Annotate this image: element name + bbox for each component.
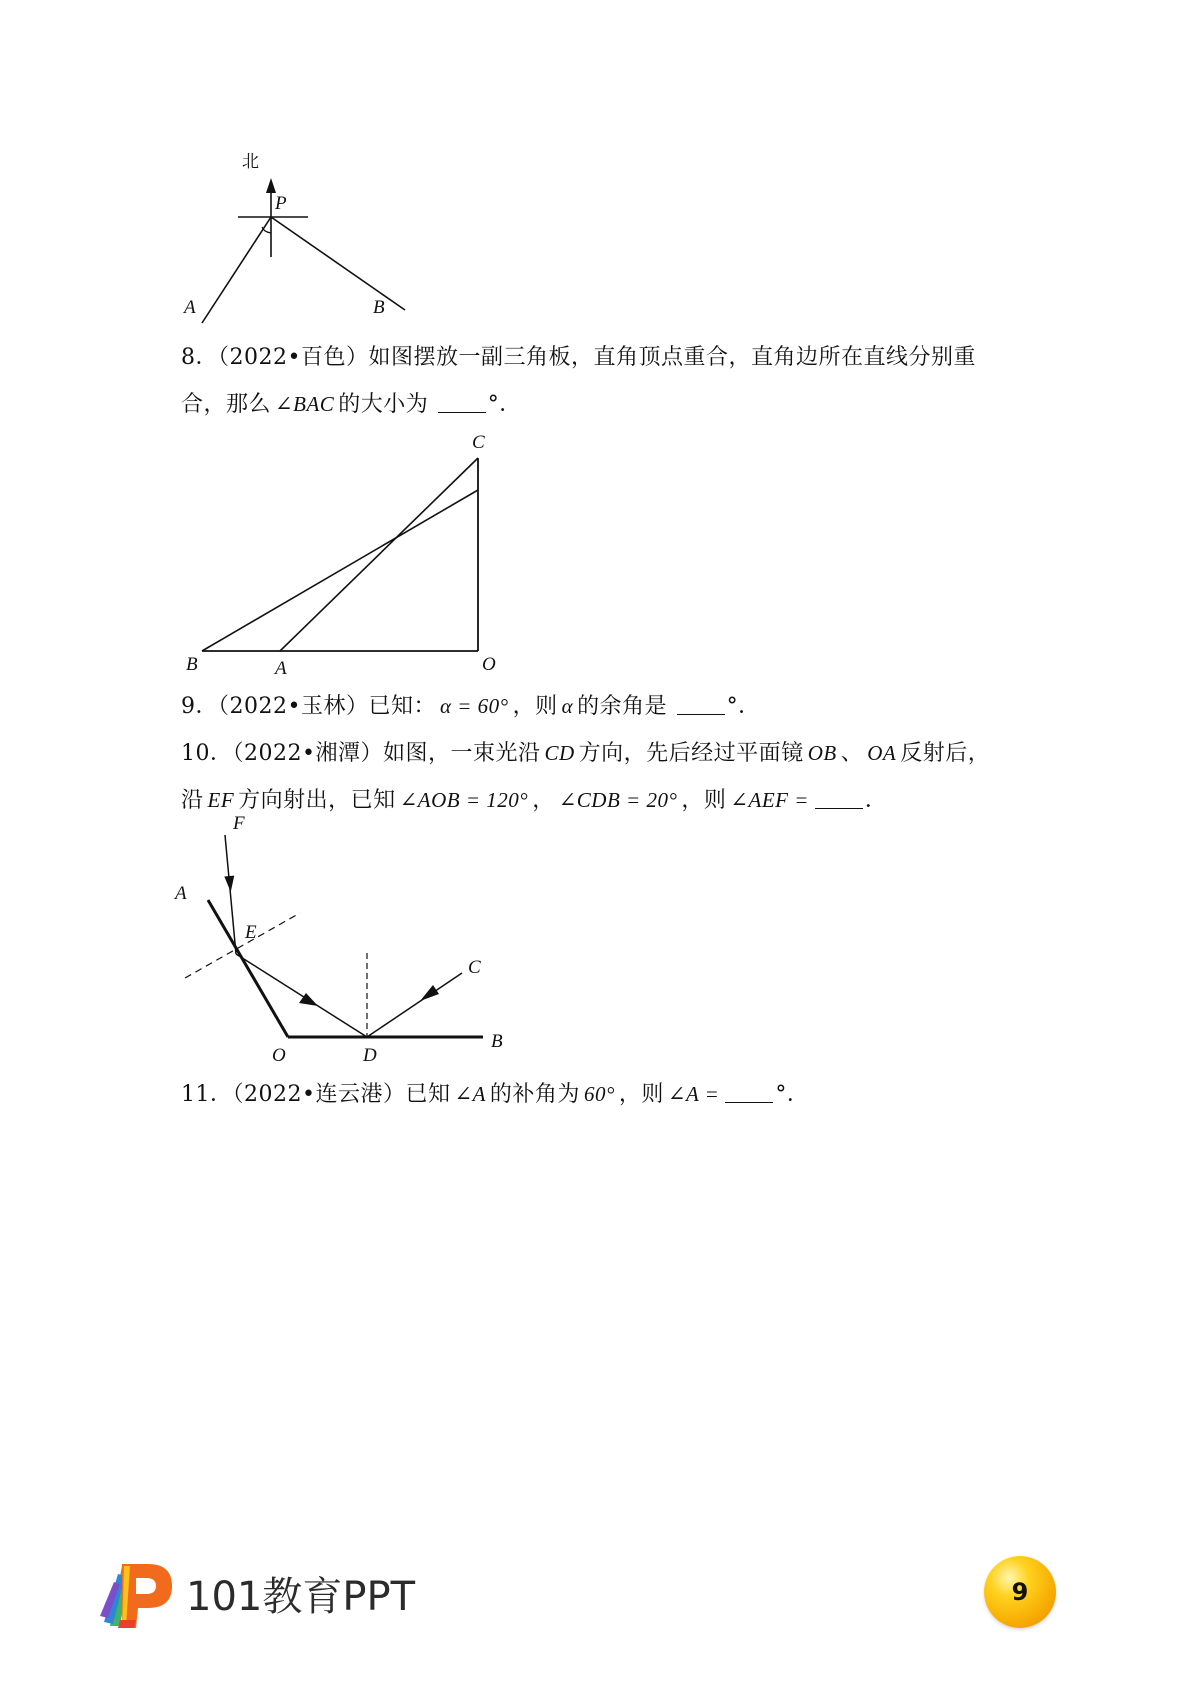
- q10-line2-pre: 沿: [181, 788, 204, 813]
- point-a-label: A: [184, 297, 196, 318]
- q10-cdb: ∠CDB = 20°: [558, 788, 678, 812]
- ray-ef-arrow-icon: [224, 876, 235, 893]
- q10-aef: ∠AEF =: [730, 788, 809, 812]
- q10-answer-blank[interactable]: [815, 788, 863, 809]
- point-d-label: D: [363, 1045, 377, 1066]
- page-number: 9: [1011, 1578, 1029, 1606]
- q11-text-mid: 的补角为: [489, 1082, 580, 1107]
- normal-at-e: [185, 913, 300, 978]
- point-f-label: F: [233, 813, 245, 834]
- brand-logo-icon: [100, 1556, 180, 1632]
- q11-number: 11．: [181, 1082, 233, 1107]
- q9-alpha: α: [561, 694, 574, 718]
- q11-text-then: ，则: [618, 1082, 664, 1107]
- north-label: 北: [242, 152, 259, 172]
- point-p-label: P: [275, 193, 287, 214]
- q8-number: 8．: [181, 345, 218, 370]
- q9-text-mid: ，则: [512, 694, 558, 719]
- page-number-badge: [984, 1556, 1056, 1628]
- q9-source: （2022•玉林）: [218, 694, 369, 719]
- q10-ob: OB: [807, 741, 837, 765]
- ray-pa: [202, 217, 271, 323]
- q10-comma2: ，则: [681, 788, 727, 813]
- q10-line2-end: ．: [864, 788, 888, 813]
- q11-source: （2022•连云港）: [232, 1082, 406, 1107]
- q11-angle-eq: ∠A =: [667, 1082, 720, 1106]
- q10-line1-mid: 方向，先后经过平面镜: [578, 741, 804, 766]
- point-o-label: O: [482, 654, 496, 675]
- mirror-oa: [208, 900, 288, 1037]
- q11-answer-blank[interactable]: [725, 1082, 773, 1103]
- point-e-label: E: [245, 922, 257, 943]
- q11-text-pre: 已知: [405, 1082, 451, 1107]
- q10-cd: CD: [544, 741, 575, 765]
- q9-text-end: °．: [726, 694, 761, 719]
- q8-answer-blank[interactable]: [438, 392, 486, 413]
- q11-value: 60°: [583, 1082, 615, 1106]
- q10-comma1: ，: [532, 788, 555, 813]
- point-b-label: B: [373, 297, 385, 318]
- question-11: [181, 1071, 1041, 1118]
- q10-oa: OA: [867, 741, 897, 765]
- point-c-label: C: [468, 957, 481, 978]
- question-10: [181, 730, 1041, 824]
- question-8: [181, 334, 1041, 428]
- point-b-label: B: [186, 654, 198, 675]
- mirror-figure: [175, 815, 525, 1065]
- point-a-label: A: [175, 883, 187, 904]
- point-b-label: B: [491, 1031, 503, 1052]
- q9-number: 9．: [181, 694, 218, 719]
- q10-sep: 、: [840, 741, 864, 766]
- point-a-label: A: [275, 658, 287, 679]
- line-ac: [280, 458, 478, 651]
- q10-line1-end: 反射后，: [900, 741, 991, 766]
- q8-angle: ∠BAC: [275, 392, 335, 416]
- q10-number: 10．: [181, 741, 233, 766]
- question-9: [181, 683, 1041, 730]
- q9-text-pre: 已知：: [368, 694, 436, 719]
- q11-angle-a: ∠A: [454, 1082, 486, 1106]
- q9-answer-blank[interactable]: [677, 694, 725, 715]
- q9-text-post: 的余角是: [577, 694, 668, 719]
- point-c-label: C: [472, 432, 485, 453]
- q9-formula: α = 60°: [439, 694, 509, 718]
- ray-pb: [271, 217, 405, 310]
- q10-line2-mid: 方向射出，已知: [238, 788, 396, 813]
- point-o-label: O: [272, 1045, 286, 1066]
- ray-cd-arrow-icon: [420, 985, 439, 1001]
- q8-line1: 如图摆放一副三角板，直角顶点重合，直角边所在直线分别重: [368, 345, 976, 370]
- q8-line2-pre: 合，那么: [181, 392, 272, 417]
- q8-source: （2022•百色）: [218, 345, 369, 370]
- triangles-figure: [180, 430, 510, 680]
- compass-figure: [180, 145, 420, 325]
- ray-de: [236, 954, 367, 1037]
- brand-name: 101教育PPT: [186, 1574, 416, 1620]
- q11-text-end: °．: [775, 1082, 810, 1107]
- q8-line2-end: °．: [487, 392, 522, 417]
- q10-ef: EF: [207, 788, 235, 812]
- q10-source: （2022•湘潭）: [232, 741, 383, 766]
- q10-line1-pre: 如图，一束光沿: [382, 741, 541, 766]
- north-arrow-icon: [266, 178, 276, 193]
- q10-aob: ∠AOB = 120°: [399, 788, 529, 812]
- line-b-hyp: [202, 490, 478, 651]
- ray-cd: [367, 973, 462, 1037]
- q8-line2-mid: 的大小为: [338, 392, 429, 417]
